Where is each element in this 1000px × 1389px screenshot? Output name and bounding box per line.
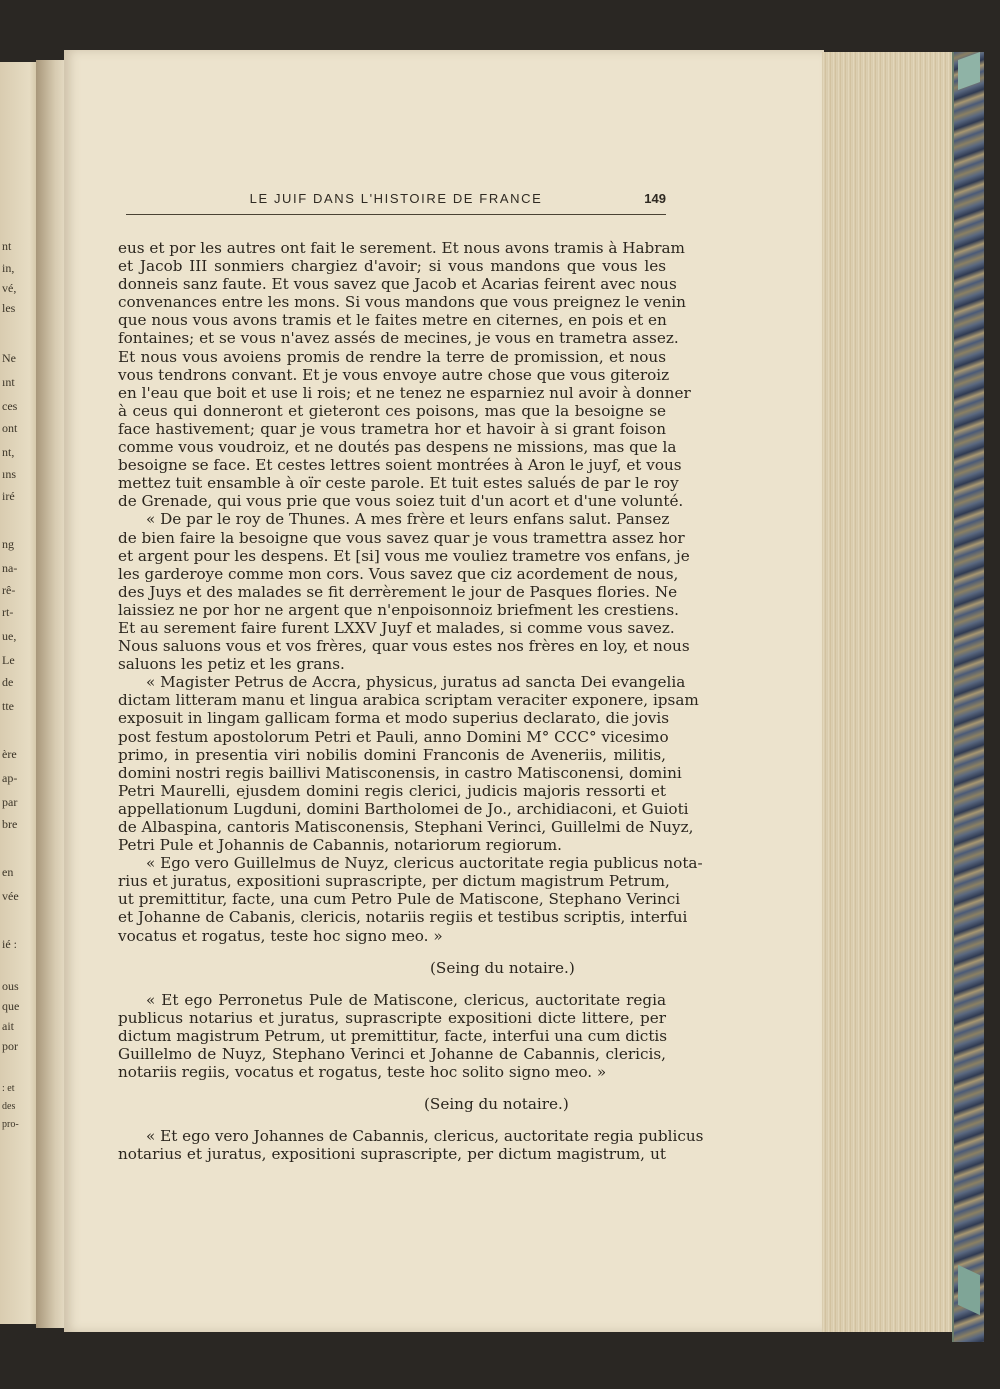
left-fragment: ont [2, 421, 18, 435]
book-cover-spine [952, 52, 984, 1342]
left-fragment: que [2, 999, 20, 1013]
paragraph-6 [118, 1127, 704, 1164]
text-line: fontaines; et se vous n'avez assés de mecines, je vous en trametra assez. [118, 329, 679, 348]
text-line: saluons les petiz et les grans. [118, 655, 345, 674]
text-line: « Magister Petrus de Accra, physicus, juratus ad sancta Dei evangelia [146, 673, 686, 692]
text-line: de Grenade, qui vous prie que vous soiez tuit d'un acort et d'une volunté. [118, 492, 684, 511]
left-fragment: nt [2, 239, 12, 253]
paragraph-1 [118, 239, 691, 511]
text-line: ut premittitur, facte, una cum Petro Pule de Matiscone, Stephano Verinci [118, 890, 681, 909]
text-line: de Albaspina, cantoris Matisconensis, Stephani Verinci, Guillelmi de Nuyz, [118, 818, 694, 836]
text-line: dictum magistrum Petrum, ut premittitur, facte, interfui una cum dictis [118, 1026, 668, 1045]
left-fragment: les [2, 301, 16, 315]
left-fragment: nt, [2, 445, 15, 459]
header-rule [126, 214, 666, 215]
left-fragment: Ne [2, 351, 16, 365]
text-line: de bien faire la besoigne que vous savez quar je vous tramettra assez hor [118, 528, 685, 547]
left-fragment: ap- [2, 771, 18, 785]
running-title: LE JUIF DANS L'HISTOIRE DE FRANCE [249, 191, 543, 206]
text-line: publicus notarius et juratus, suprascripte expositioni dicte littere, per [118, 1008, 666, 1027]
text-line: vocatus et rogatus, teste hoc signo meo. » [118, 926, 443, 945]
text-line: et Jacob III sonmiers chargiez d'avoir; si vous mandons que vous les [118, 257, 666, 276]
text-line: et Johanne de Cabanis, clericis, notariis regiis et testibus scriptis, interfui [118, 908, 688, 927]
text-line: notarius et juratus, expositioni suprascripte, per dictum magistrum, ut [118, 1145, 666, 1164]
paragraph-3 [118, 673, 699, 855]
text-line: Nous saluons vous et vos frères, quar vous estes nos frères en loy, et nous [118, 637, 690, 656]
text-line: face hastivement; quar je vous trametra hor et havoir à si grant foison [118, 419, 666, 438]
text-line: rius et juratus, expositioni suprascripte, per dictum magistrum Petrum, [118, 872, 670, 891]
left-fragment: ces [2, 399, 18, 413]
left-fragment: pro- [2, 1119, 19, 1130]
left-fragment: par [2, 795, 18, 809]
text-line: « Ego vero Guillelmus de Nuyz, clericus auctoritate regia publicus nota- [146, 854, 703, 873]
left-fragment: iré [2, 489, 15, 503]
body-text [118, 239, 704, 1164]
left-fragment: vé, [2, 281, 17, 295]
text-line: des Juys et des malades se fit derrèrement le jour de Pasques flories. Ne [118, 582, 678, 601]
page-block-edges [822, 52, 954, 1332]
running-head [126, 191, 666, 211]
left-fragment: ié : [2, 937, 17, 951]
text-line: Petri Pule et Johannis de Cabannis, notariorum regiorum. [118, 836, 562, 855]
text-line: eus et por les autres ont fait le serement. Et nous avons tramis à Habram [118, 239, 685, 257]
left-fragment: ère [2, 747, 17, 761]
left-fragment: Le [2, 653, 15, 667]
left-fragment: ue, [2, 629, 17, 643]
left-fragment: tte [2, 699, 14, 713]
text-line: « Et ego Perronetus Pule de Matiscone, clericus, auctoritate regia [146, 990, 666, 1009]
left-fragment: por [2, 1039, 18, 1053]
text-line: convenances entre les mons. Si vous mandons que vous preignez le venin [118, 293, 686, 312]
text-line: appellationum Lugduni, domini Bartholomei de Jo., archidiaconi, et Guioti [118, 799, 689, 818]
text-line: notariis regiis, vocatus et rogatus, teste hoc solito signo meo. » [118, 1063, 607, 1082]
text-line: laissiez ne por hor ne argent que n'enpoisonnoiz briefment les crestiens. [118, 600, 679, 619]
text-line: comme vous voudroiz, et ne doutés pas despens ne missions, mas que la [118, 438, 677, 457]
text-line: que nous vous avons tramis et le faites metre en citernes, en pois et en [118, 311, 667, 330]
page-number: 149 [644, 191, 666, 206]
left-fragment: : et [2, 1083, 15, 1094]
text-line: domini nostri regis baillivi Matisconensis, in castro Matisconensi, domini [118, 763, 682, 782]
text-line: vous tendrons convant. Et je vous envoye autre chose que vous giteroiz [118, 365, 670, 384]
text-line: Guillelmo de Nuyz, Stephano Verinci et Johanne de Cabannis, clericis, [118, 1045, 666, 1064]
text-line: exposuit in lingam gallicam forma et modo superius declarato, die jovis [118, 709, 669, 728]
notary-seal-note: (Seing du notaire.) [430, 958, 575, 977]
text-line: à ceus qui donneront et gieteront ces poisons, mas que la besoigne se [118, 401, 666, 420]
text-line: Et nous vous avoiens promis de rendre la terre de promission, et nous [118, 347, 666, 366]
notary-seal-note: (Seing du notaire.) [424, 1095, 569, 1114]
text-line: besoigne se face. Et cestes lettres soient montrées à Aron le juyf, et vous [118, 456, 682, 475]
left-fragment: vée [2, 889, 19, 903]
text-line: « De par le roy de Thunes. A mes frère et leurs enfans salut. Pansez [146, 510, 670, 529]
left-fragment: de [2, 675, 14, 689]
text-line: les garderoye comme mon cors. Vous savez que ciz acordement de nous, [118, 564, 679, 583]
text-line: mettez tuit ensamble à oïr ceste parole. Et tuit estes salués de par le roy [118, 474, 679, 493]
left-fragment: ng [2, 537, 14, 551]
left-fragment: ınt [2, 375, 15, 389]
left-fragment: rt- [2, 605, 14, 619]
paragraph-5 [118, 991, 666, 1081]
left-fragment: en [2, 865, 14, 879]
paragraph-4 [118, 854, 703, 945]
left-fragment: ıns [2, 467, 17, 481]
text-line: Et au serement faire furent LXXV Juyf et malades, si comme vous savez. [118, 618, 675, 637]
left-fragment: des [2, 1101, 16, 1112]
paragraph-2 [118, 510, 690, 674]
text-line: et argent pour les despens. Et [si] vous me vouliez trametre vos enfans, je [118, 546, 690, 565]
left-fragment: rê- [2, 583, 16, 597]
left-fragment: ait [2, 1019, 14, 1033]
text-line: dictam litteram manu et lingua arabica scriptam veraciter exponere, ipsam [118, 691, 699, 710]
left-fragment: na- [2, 561, 18, 575]
text-line: donneis sanz faute. Et vous savez que Jacob et Acarias feirent avec nous [118, 275, 677, 294]
text-line: Petri Maurelli, ejusdem domini regis clerici, judicis majoris ressorti et [118, 781, 666, 800]
left-fragment: in, [2, 261, 15, 275]
left-fragment: bre [2, 817, 18, 831]
text-line: en l'eau que boit et use li rois; et ne tenez ne esparniez nul avoir à donner [118, 383, 691, 402]
text-line: « Et ego vero Johannes de Cabannis, clericus, auctoritate regia publicus [146, 1127, 704, 1146]
left-fragment: ous [2, 979, 19, 993]
text-line: post festum apostolorum Petri et Pauli, anno Domini M° CCC° vicesimo [118, 727, 669, 746]
text-line: primo, in presentia viri nobilis domini Franconis de Aveneriis, militis, [118, 745, 666, 764]
